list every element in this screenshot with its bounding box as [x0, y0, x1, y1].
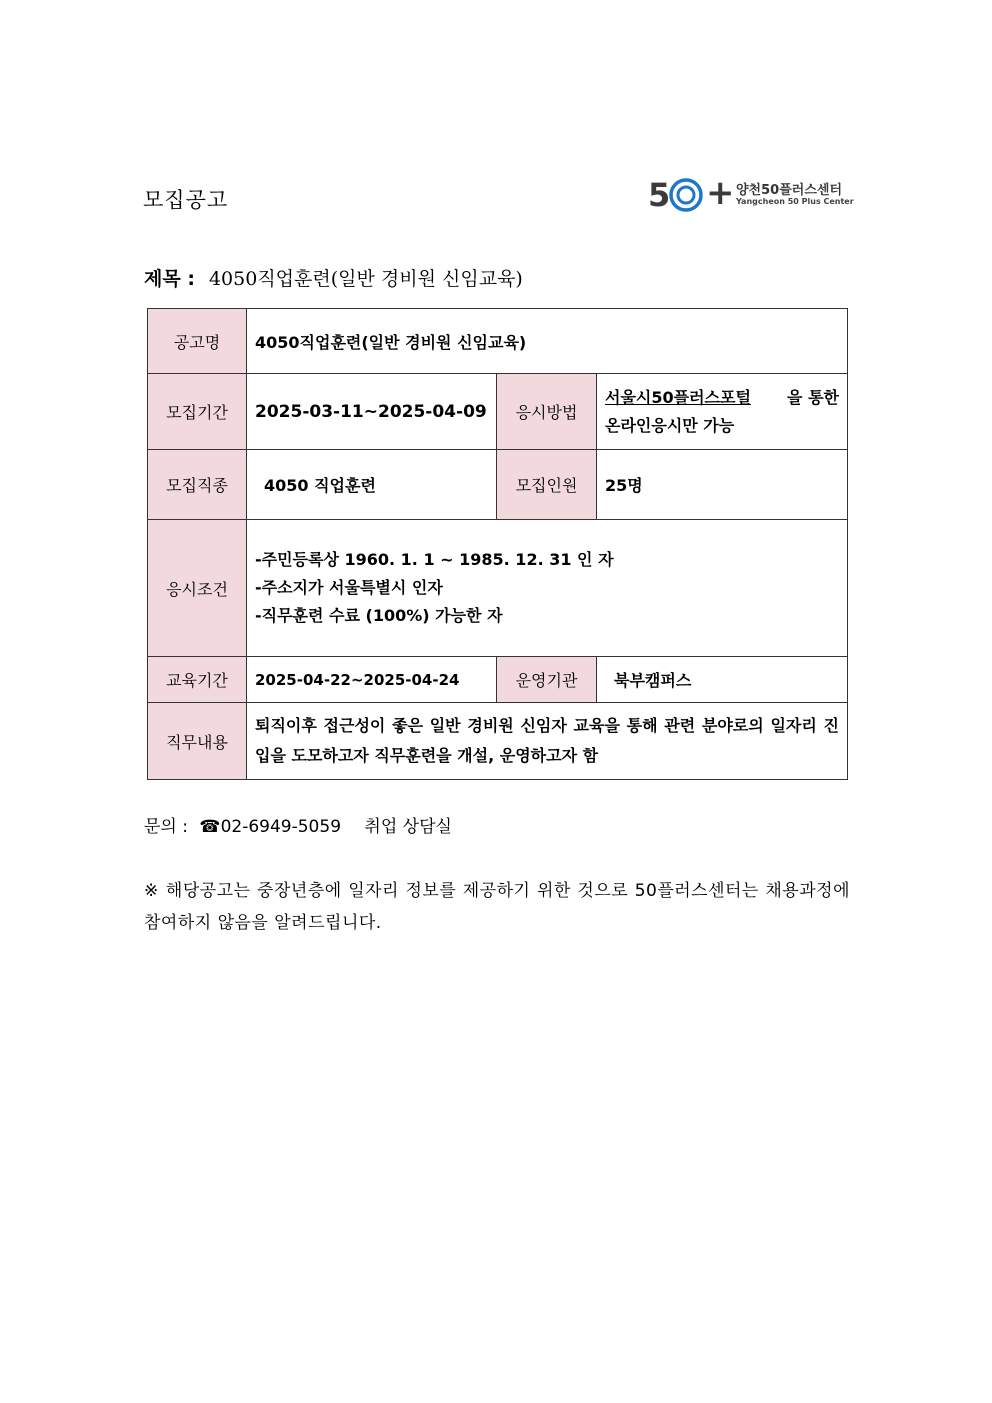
logo-name-en: Yangcheon 50 Plus Center	[736, 197, 854, 206]
condition-item: -직무훈련 수료 (100%) 가능한 자	[255, 606, 503, 625]
logo-plus: +	[706, 173, 735, 213]
contact-label: 문의 :	[144, 817, 188, 837]
logo-number-five: 5	[648, 176, 671, 214]
subject-value: 4050직업훈련(일반 경비원 신임교육)	[208, 268, 523, 290]
contact-dept: 취업 상담실	[364, 817, 452, 837]
subject-label: 제목 :	[144, 268, 195, 290]
job-desc-value: 퇴직이후 접근성이 좋은 일반 경비원 신임자 교육을 통해 관련 분야로의 일자리 진입을 도모하고자 직무훈련을 개설, 운영하고자 함	[247, 703, 848, 780]
disclaimer-note: ※ 해당공고는 중장년층에 일자리 정보를 제공하기 위한 것으로 50플러스센터는 채용과정에 참여하지 않음을 알려드립니다.	[144, 881, 850, 933]
logo-name-kr: 양천50플러스센터	[736, 183, 842, 198]
job-desc-label: 직무내용	[148, 703, 247, 780]
edu-period-label: 교육기간	[148, 657, 247, 703]
job-type-label: 모집직종	[148, 450, 247, 520]
headcount-value: 25명	[597, 450, 848, 520]
conditions-value	[247, 520, 848, 657]
table-row	[148, 657, 848, 703]
condition-item: -주소지가 서울특별시 인자	[255, 578, 443, 597]
notice-table	[147, 308, 848, 780]
job-type-value: 4050 직업훈련	[247, 450, 497, 520]
apply-method-label: 응시방법	[497, 374, 597, 450]
table-row	[148, 374, 848, 450]
edu-period-value: 2025-04-22~2025-04-24	[247, 657, 497, 703]
period-label: 모집기간	[148, 374, 247, 450]
table-row	[148, 520, 848, 657]
notice-name-value: 4050직업훈련(일반 경비원 신임교육)	[247, 309, 848, 374]
page-title: 모집공고	[143, 188, 229, 212]
operator-label: 운영기관	[497, 657, 597, 703]
operator-value: 북부캠퍼스	[597, 657, 848, 703]
phone-icon: ☎	[199, 817, 221, 837]
apply-method-value	[597, 374, 848, 450]
portal-link[interactable]: 서울시50플러스포털	[605, 387, 751, 407]
apply-method-line2: 온라인응시만 가능	[605, 415, 735, 435]
notice-name-label: 공고명	[148, 309, 247, 374]
period-value: 2025-03-11~2025-04-09	[247, 374, 497, 450]
table-row	[148, 450, 848, 520]
condition-item: -주민등록상 1960. 1. 1 ~ 1985. 12. 31 인 자	[255, 550, 614, 569]
subject-line	[144, 264, 523, 291]
apply-method-text: 을 통한	[787, 387, 839, 407]
conditions-label: 응시조건	[148, 520, 247, 657]
phone-number[interactable]: 02-6949-5059	[220, 817, 342, 837]
center-logo	[648, 173, 854, 214]
contact-line	[144, 812, 452, 837]
logo-ring-icon	[668, 177, 704, 213]
headcount-label: 모집인원	[497, 450, 597, 520]
table-row	[148, 703, 848, 780]
table-row	[148, 309, 848, 374]
